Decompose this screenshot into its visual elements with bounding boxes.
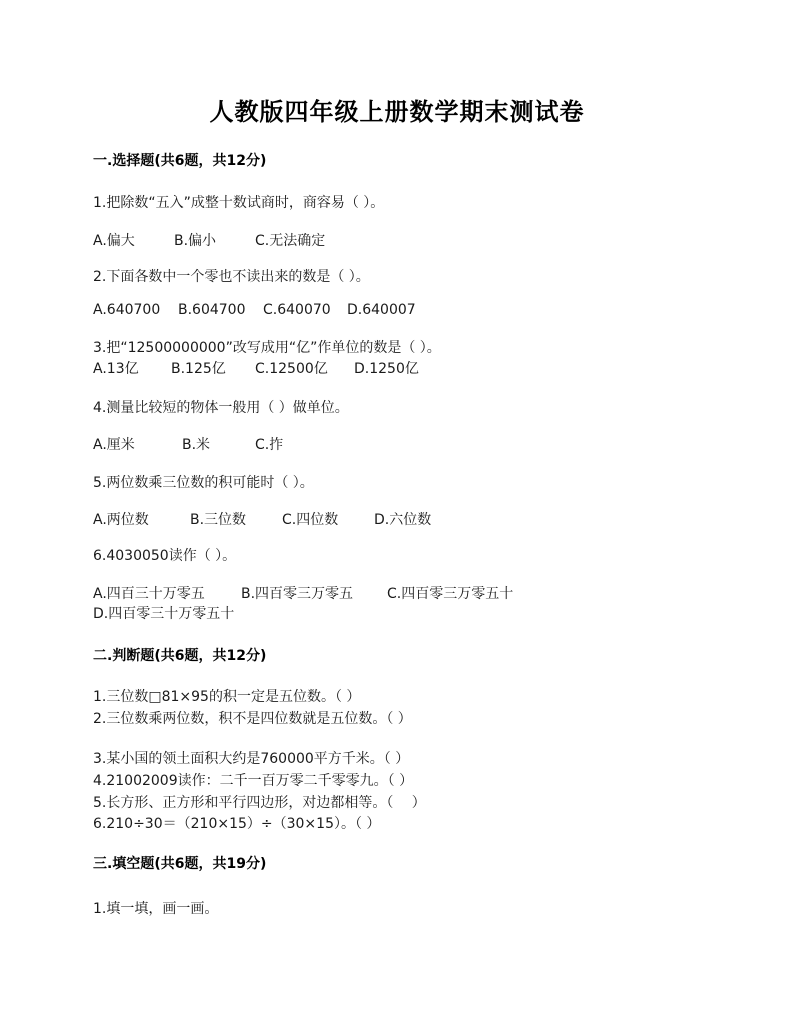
judge-question-3: 3.某小国的领土面积大约是760000平方千米。（ ） <box>93 751 410 767</box>
option: D.640007 <box>347 302 416 318</box>
choice-options-5 <box>93 509 431 529</box>
option: A.厘米 <box>93 437 135 453</box>
option: C.640070 <box>263 302 331 318</box>
option: B.偏小 <box>174 233 217 249</box>
option: A.偏大 <box>93 233 135 249</box>
judge-question-1: 1.三位数□81×95的积一定是五位数。（ ） <box>93 689 361 705</box>
choice-question-6: 6.4030050读作（ ）。 <box>93 548 237 564</box>
judge-question-4: 4.21002009读作：二千一百万零二千零零九。（ ） <box>93 773 414 789</box>
option: C.拃 <box>255 437 284 453</box>
section-heading-choice: 一.选择题(共6题，共12分) <box>93 153 267 169</box>
page-title: 人教版四年级上册数学期末测试卷 <box>209 97 585 126</box>
option: B.三位数 <box>190 512 247 528</box>
option: C.无法确定 <box>255 233 326 249</box>
section-heading-judge: 二.判断题(共6题，共12分) <box>93 648 267 664</box>
option: C.四位数 <box>282 512 339 528</box>
choice-question-3: 3.把“12500000000”改写成用“亿”作单位的数是（ ）。 <box>93 340 441 356</box>
fill-question-1: 1.填一填，画一画。 <box>93 901 219 917</box>
choice-question-4: 4.测量比较短的物体一般用（ ）做单位。 <box>93 400 349 416</box>
option: B.四百零三万零五 <box>241 586 354 602</box>
choice-options-3 <box>93 358 419 378</box>
judge-question-5: 5.长方形、正方形和平行四边形，对边都相等。（ ） <box>93 795 426 811</box>
option: B.125亿 <box>171 361 226 377</box>
option: A.两位数 <box>93 512 149 528</box>
option: A.13亿 <box>93 361 139 377</box>
choice-option-6d: D.四百零三十万零五十 <box>93 606 235 622</box>
option: D.1250亿 <box>354 361 419 377</box>
option: A.640700 <box>93 302 161 318</box>
option: B.米 <box>182 437 211 453</box>
choice-question-1: 1.把除数“五入”成整十数试商时，商容易（ ）。 <box>93 195 385 211</box>
judge-question-6: 6.210÷30＝（210×15）÷（30×15）。（ ） <box>93 816 381 832</box>
option: C.12500亿 <box>255 361 328 377</box>
choice-question-5: 5.两位数乘三位数的积可能时（ ）。 <box>93 475 314 491</box>
choice-options-6 <box>93 583 513 603</box>
option: C.四百零三万零五十 <box>387 586 514 602</box>
option: A.四百三十万零五 <box>93 586 205 602</box>
judge-question-2: 2.三位数乘两位数，积不是四位数就是五位数。（ ） <box>93 711 412 727</box>
choice-options-2 <box>93 302 416 318</box>
choice-options-4 <box>93 434 283 454</box>
section-heading-fill: 三.填空题(共6题，共19分) <box>93 856 267 872</box>
option: B.604700 <box>178 302 246 318</box>
choice-options-1 <box>93 230 325 250</box>
option: D.六位数 <box>374 512 432 528</box>
choice-question-2: 2.下面各数中一个零也不读出来的数是（ ）。 <box>93 269 370 285</box>
